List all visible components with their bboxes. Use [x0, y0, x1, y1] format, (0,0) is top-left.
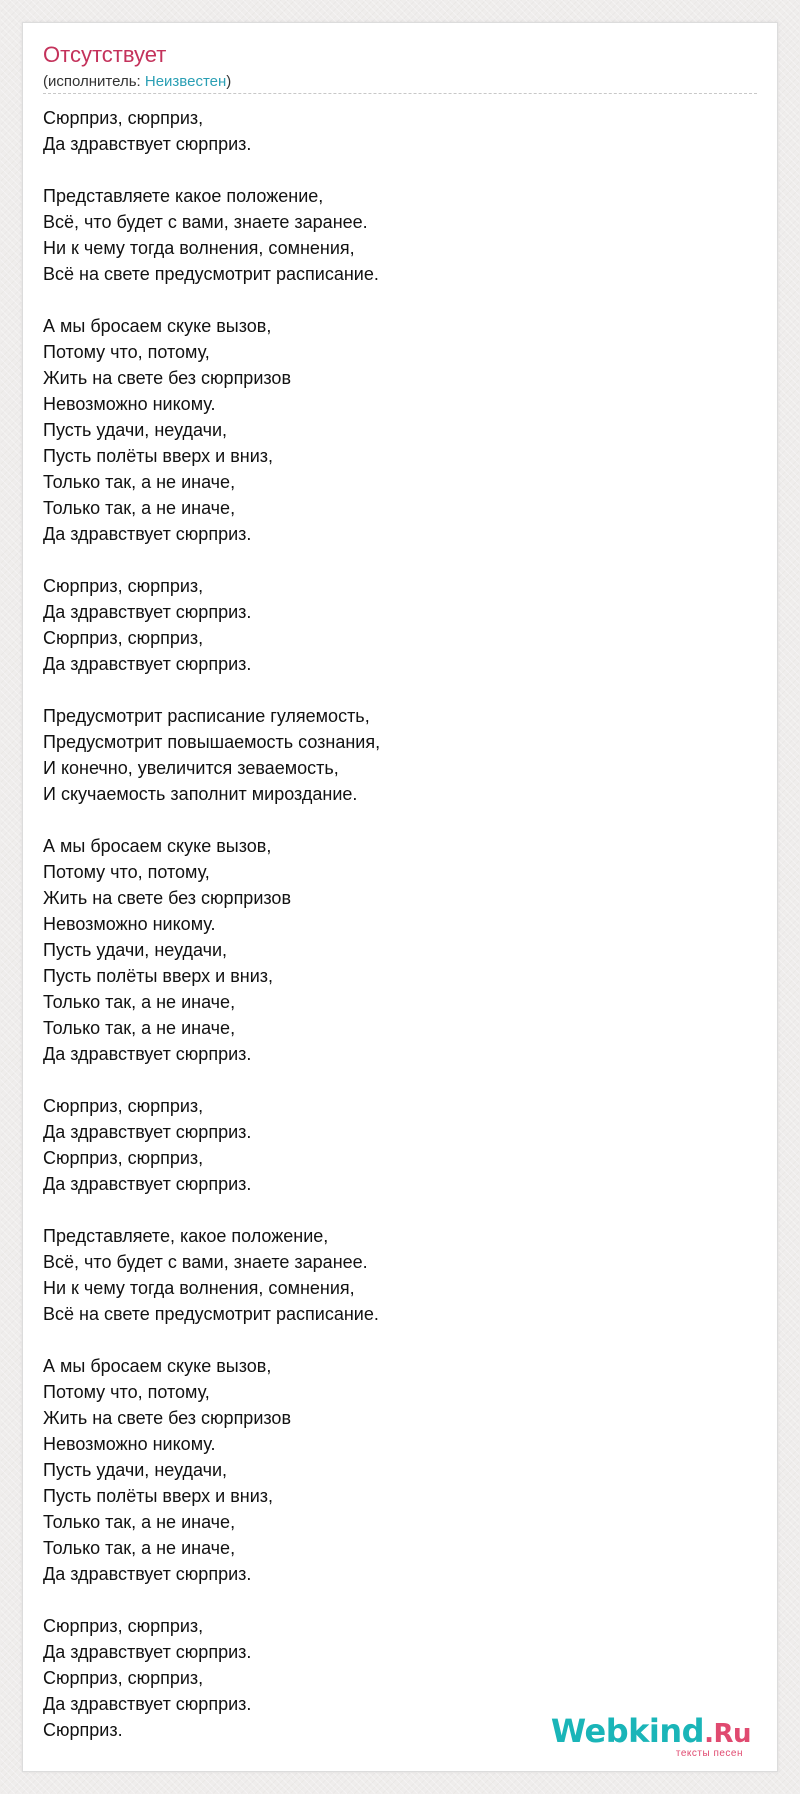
- lyric-line: Да здравствует сюрприз.: [43, 602, 252, 622]
- lyric-line: Сюрприз, сюрприз,: [43, 1096, 204, 1116]
- lyric-line: Сюрприз, сюрприз,: [43, 1148, 204, 1168]
- song-title: Отсутствует: [43, 42, 167, 67]
- lyric-line: Сюрприз, сюрприз,: [43, 628, 204, 648]
- logo-word: Webkind: [550, 1712, 705, 1750]
- lyric-line: Да здравствует сюрприз.: [43, 1122, 252, 1142]
- stanza: [43, 1223, 743, 1327]
- lyric-line: Да здравствует сюрприз.: [43, 1642, 252, 1662]
- logo-text: [541, 1714, 751, 1751]
- stanza: [43, 313, 743, 547]
- lyric-line: Жить на свете без сюрпризов: [43, 888, 292, 908]
- lyric-line: Всё, что будет с вами, знаете заранее.: [43, 1252, 368, 1272]
- lyric-line: Пусть удачи, неудачи,: [43, 940, 228, 960]
- lyric-line: А мы бросаем скуке вызов,: [43, 836, 272, 856]
- lyric-line: Невозможно никому.: [43, 1434, 216, 1454]
- lyric-line: И скучаемость заполнит мироздание.: [43, 784, 358, 804]
- lyric-line: Жить на свете без сюрпризов: [43, 368, 292, 388]
- stanza: [43, 1093, 743, 1197]
- lyric-line: Потому что, потому,: [43, 862, 210, 882]
- lyric-line: А мы бросаем скуке вызов,: [43, 316, 272, 336]
- stanza: [43, 105, 743, 157]
- lyric-line: Да здравствует сюрприз.: [43, 1044, 252, 1064]
- lyric-line: Только так, а не иначе,: [43, 1538, 236, 1558]
- artist-line: [43, 73, 231, 91]
- lyric-line: Сюрприз, сюрприз,: [43, 576, 204, 596]
- lyric-line: Невозможно никому.: [43, 914, 216, 934]
- lyric-line: Только так, а не иначе,: [43, 992, 236, 1012]
- logo-suffix: .Ru: [704, 1719, 751, 1749]
- stanza: [43, 573, 743, 677]
- lyric-line: Сюрприз, сюрприз,: [43, 1668, 204, 1688]
- lyric-line: Сюрприз, сюрприз,: [43, 108, 204, 128]
- lyric-line: Всё на свете предусмотрит расписание.: [43, 1304, 379, 1324]
- lyric-line: Да здравствует сюрприз.: [43, 134, 252, 154]
- logo-tagline: тексты песен: [675, 1748, 743, 1759]
- lyric-line: Пусть удачи, неудачи,: [43, 1460, 228, 1480]
- lyric-line: Представляете, какое положение,: [43, 1226, 329, 1246]
- lyric-line: Да здравствует сюрприз.: [43, 1564, 252, 1584]
- lyric-line: Да здравствует сюрприз.: [43, 524, 252, 544]
- lyric-line: Ни к чему тогда волнения, сомнения,: [43, 1278, 355, 1298]
- lyric-line: Только так, а не иначе,: [43, 472, 236, 492]
- lyric-line: Невозможно никому.: [43, 394, 216, 414]
- stanza: [43, 703, 743, 807]
- lyric-line: Пусть полёты вверх и вниз,: [43, 966, 274, 986]
- lyric-line: Предусмотрит повышаемость сознания,: [43, 732, 381, 752]
- stanza: [43, 183, 743, 287]
- lyric-line: Да здравствует сюрприз.: [43, 1694, 252, 1714]
- lyric-line: Да здравствует сюрприз.: [43, 654, 252, 674]
- lyric-line: Только так, а не иначе,: [43, 498, 236, 518]
- lyric-line: Всё на свете предусмотрит расписание.: [43, 264, 379, 284]
- lyric-line: А мы бросаем скуке вызов,: [43, 1356, 272, 1376]
- title-divider: [43, 93, 757, 94]
- lyric-line: Потому что, потому,: [43, 1382, 210, 1402]
- lyrics-body: [43, 105, 743, 1769]
- lyric-line: Сюрприз, сюрприз,: [43, 1616, 204, 1636]
- lyric-line: Только так, а не иначе,: [43, 1512, 236, 1532]
- artist-prefix: (исполнитель:: [43, 73, 145, 90]
- stanza: [43, 1353, 743, 1587]
- lyric-line: Всё, что будет с вами, знаете заранее.: [43, 212, 368, 232]
- stanza: [43, 833, 743, 1067]
- lyric-line: Сюрприз.: [43, 1720, 123, 1740]
- site-logo[interactable]: [541, 1714, 751, 1759]
- lyric-line: Представляете какое положение,: [43, 186, 324, 206]
- artist-link[interactable]: Неизвестен: [144, 73, 227, 90]
- lyric-line: И конечно, увеличится зеваемость,: [43, 758, 339, 778]
- lyric-line: Пусть полёты вверх и вниз,: [43, 446, 274, 466]
- lyric-line: Да здравствует сюрприз.: [43, 1174, 252, 1194]
- lyric-line: Ни к чему тогда волнения, сомнения,: [43, 238, 355, 258]
- lyric-line: Пусть удачи, неудачи,: [43, 420, 228, 440]
- lyric-line: Пусть полёты вверх и вниз,: [43, 1486, 274, 1506]
- lyric-line: Потому что, потому,: [43, 342, 210, 362]
- artist-suffix: ): [226, 73, 232, 90]
- lyric-line: Только так, а не иначе,: [43, 1018, 236, 1038]
- lyric-line: Жить на свете без сюрпризов: [43, 1408, 292, 1428]
- lyric-line: Предусмотрит расписание гуляемость,: [43, 706, 370, 726]
- lyrics-card: [22, 22, 778, 1772]
